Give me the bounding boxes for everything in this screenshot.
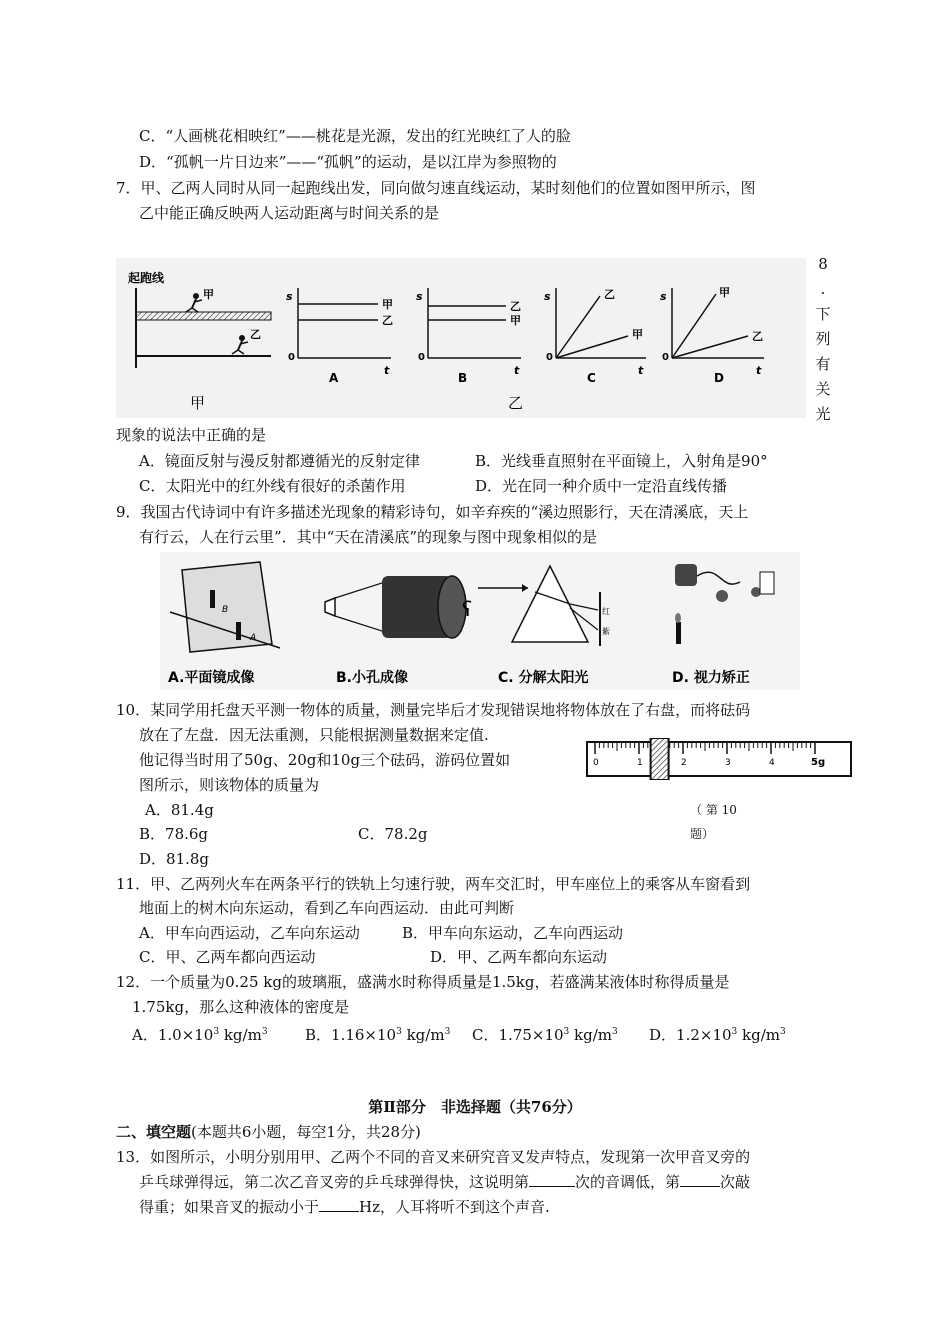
q13-stem-line3: 得重；如果音叉的振动小于 Hz，人耳将听不到这个声音. bbox=[139, 1198, 550, 1216]
q9-stem-line1: 9．我国古代诗词中有许多描述光现象的精彩诗句，如辛弃疾的“溪边照影行，天在清溪底，天上 bbox=[116, 503, 749, 521]
q12-stem-line2: 1.75kg，那么这种液体的密度是 bbox=[132, 998, 350, 1016]
q12-stem-line1: 12．一个质量为0.25 kg的玻璃瓶，盛满水时称得质量是1.5kg，若盛满某液体时称得质量是 bbox=[116, 973, 730, 991]
q11-stem-line1: 11．甲、乙两列火车在两条平行的铁轨上匀速行驶，两车交汇时，甲车座位上的乘客从车窗看到 bbox=[116, 875, 751, 893]
q9-caption-d: D. 视力矫正 bbox=[672, 670, 750, 686]
graph-letter: A bbox=[329, 371, 339, 385]
part2-title: 第Ⅱ部分 非选择题（共76分） bbox=[368, 1098, 582, 1116]
q6-option-c: C．“人画桃花相映红”——桃花是光源，发出的红光映红了人的脸 bbox=[139, 127, 571, 145]
q12-option-d: D．$1.2\times 10^3$ $kg/m^3$ bbox=[649, 1026, 786, 1044]
vision-correction-figure bbox=[675, 564, 774, 644]
prism-figure bbox=[478, 566, 610, 646]
origin: 0 bbox=[662, 352, 669, 363]
q7-track-label: 起跑线 bbox=[128, 271, 165, 285]
q10-fig-caption-2: 题） bbox=[690, 827, 715, 841]
q9-caption-c: C. 分解太阳光 bbox=[498, 670, 589, 686]
q7-track-figure bbox=[128, 270, 271, 368]
q10-stem-line4: 图所示，则该物体的质量为 bbox=[139, 776, 320, 794]
q12-option-c: C．$1.75\times 10^3$ $kg/m^3$ bbox=[472, 1026, 618, 1044]
q10-option-d: D．81.8g bbox=[139, 850, 210, 868]
q9-figure bbox=[160, 552, 800, 690]
label-bottom: 乙 bbox=[382, 314, 393, 327]
prism-purple-label: 紫 bbox=[602, 627, 610, 636]
rider bbox=[651, 738, 669, 780]
line-shallow bbox=[556, 336, 628, 358]
q8-option-d: D．光在同一种介质中一定沿直线传播 bbox=[475, 477, 728, 495]
svg-text:B: B bbox=[222, 605, 229, 615]
label-bottom: 甲 bbox=[510, 314, 521, 327]
scale-label-5: 5g bbox=[811, 757, 826, 768]
axis-s: s bbox=[416, 290, 423, 303]
q9-caption-b: B.小孔成像 bbox=[336, 670, 408, 686]
label-steep: 甲 bbox=[719, 286, 730, 299]
q8-char: 下 bbox=[815, 305, 831, 323]
q7-graph-c bbox=[544, 288, 646, 385]
label-shallow: 甲 bbox=[632, 328, 643, 341]
scale-label-3: 3 bbox=[725, 758, 731, 768]
origin: 0 bbox=[546, 352, 553, 363]
runner-yi-icon bbox=[232, 335, 248, 354]
pinhole-camera-figure bbox=[325, 576, 472, 638]
q11-option-b: B．甲车向东运动，乙车向西运动 bbox=[402, 924, 624, 942]
axis-t: t bbox=[384, 364, 390, 377]
q12-option-b: B．$1.16\times 10^3$ $kg/m^3$ bbox=[305, 1026, 451, 1044]
origin: 0 bbox=[288, 352, 295, 363]
graph-letter: C bbox=[587, 371, 596, 385]
axis-t: t bbox=[756, 364, 762, 377]
q8-char: 光 bbox=[815, 405, 831, 423]
svg-text:A: A bbox=[250, 633, 257, 643]
q11-option-c: C．甲、乙两车都向西运动 bbox=[139, 948, 316, 966]
plane-mirror-figure bbox=[170, 562, 280, 652]
axis-t: t bbox=[638, 364, 644, 377]
q7-stem-line2: 乙中能正确反映两人运动距离与时间关系的是 bbox=[139, 204, 440, 222]
q7-caption-yi: 乙 bbox=[508, 394, 524, 412]
scale-label-4: 4 bbox=[769, 758, 775, 768]
axis-s: s bbox=[660, 290, 667, 303]
q10-stem-line3: 他记得当时用了50g、20g和10g三个砝码，游码位置如 bbox=[139, 751, 511, 769]
q8-vertical-text bbox=[815, 252, 831, 427]
q13-blank-2[interactable] bbox=[680, 1172, 720, 1187]
q10-scale-svg bbox=[585, 738, 855, 780]
runner-jia-label: 甲 bbox=[203, 288, 214, 301]
q7-stem-line1: 7．甲、乙两人同时从同一起跑线出发，同向做匀速直线运动，某时刻他们的位置如图甲所示，图 bbox=[116, 179, 756, 197]
runner-jia-icon bbox=[186, 293, 202, 312]
graph-letter: B bbox=[458, 371, 468, 385]
q13-stem-line2: 乒乓球弹得远，第二次乙音叉旁的乒乓球弹得快，这说明第 次的音调低，第 次敲 bbox=[139, 1173, 751, 1191]
q8-char: 关 bbox=[815, 380, 831, 398]
q8-option-c: C．太阳光中的红外线有很好的杀菌作用 bbox=[139, 477, 406, 495]
q7-graph-b bbox=[416, 288, 521, 385]
q13-blank-3[interactable] bbox=[319, 1197, 359, 1212]
q10-stem-line2: 放在了左盘．因无法重测，只能根据测量数据来定值. bbox=[139, 726, 489, 744]
q7-caption-jia: 甲 bbox=[190, 394, 206, 412]
label-shallow: 乙 bbox=[752, 330, 763, 343]
q7-figure bbox=[116, 258, 806, 418]
section-2-heading: 二、填空题(本题共6小题，每空1分，共28分) bbox=[116, 1123, 421, 1141]
line-steep bbox=[556, 296, 600, 358]
q8-char: 8 bbox=[818, 255, 828, 273]
scale-label-0: 0 bbox=[593, 758, 599, 768]
label-top: 甲 bbox=[382, 298, 393, 311]
q10-option-c: C．78.2g bbox=[358, 825, 428, 843]
q8-char: 有 bbox=[815, 355, 831, 373]
q6-option-d: D．“孤帆一片日边来”——“孤帆”的运动，是以江岸为参照物的 bbox=[139, 153, 557, 171]
axis-t: t bbox=[514, 364, 520, 377]
q7-figure-svg bbox=[116, 258, 806, 418]
label-top: 乙 bbox=[510, 300, 521, 313]
q9-stem-line2: 有行云，人在行云里”．其中“天在清溪底”的现象与图中现象相似的是 bbox=[139, 528, 598, 546]
line-shallow bbox=[672, 336, 748, 358]
line-steep bbox=[672, 294, 716, 358]
q11-option-d: D．甲、乙两车都向东运动 bbox=[430, 948, 608, 966]
q8-char: . bbox=[820, 280, 826, 298]
axis-s: s bbox=[544, 290, 551, 303]
axis-s: s bbox=[286, 290, 293, 303]
q10-scale-figure bbox=[585, 738, 855, 780]
q13-stem-line1: 13．如图所示，小明分别用甲、乙两个不同的音叉来研究音叉发声特点，发现第一次甲音叉旁的 bbox=[116, 1148, 751, 1166]
q8-option-a: A．镜面反射与漫反射都遵循光的反射定律 bbox=[139, 452, 420, 470]
q9-caption-a: A.平面镜成像 bbox=[168, 670, 255, 686]
prism-red-label: 红 bbox=[602, 607, 610, 616]
track-lane-divider bbox=[136, 312, 271, 320]
runner-yi-label: 乙 bbox=[250, 328, 261, 341]
q10-option-a: A．81.4g bbox=[145, 801, 214, 819]
label-steep: 乙 bbox=[604, 288, 615, 301]
q10-stem-line1: 10．某同学用托盘天平测一物体的质量，测量完毕后才发现错误地将物体放在了右盘，而将砝码 bbox=[116, 701, 751, 719]
q9-figure-svg bbox=[160, 552, 800, 690]
origin: 0 bbox=[418, 352, 425, 363]
q11-stem-line2: 地面上的树木向东运动，看到乙车向西运动．由此可判断 bbox=[139, 899, 515, 917]
q11-option-a: A．甲车向西运动，乙车向东运动 bbox=[139, 924, 360, 942]
q10-fig-caption-1: （ 第 10 bbox=[690, 803, 737, 817]
q8-option-b: B．光线垂直照射在平面镜上，入射角是90° bbox=[475, 452, 768, 470]
q12-option-a: A．$1.0\times 10^3$ $kg/m^3$ bbox=[132, 1026, 268, 1044]
q8-stem-line2: 现象的说法中正确的是 bbox=[116, 426, 267, 444]
q7-graph-d bbox=[660, 286, 764, 385]
scale-label-1: 1 bbox=[637, 758, 643, 768]
q7-graph-a bbox=[286, 288, 393, 385]
scale-label-2: 2 bbox=[681, 758, 687, 768]
graph-letter: D bbox=[714, 371, 724, 385]
q10-option-b: B．78.6g bbox=[139, 825, 209, 843]
svg-text:ʕ: ʕ bbox=[462, 597, 473, 621]
q13-blank-1[interactable] bbox=[529, 1172, 575, 1187]
q8-char: 列 bbox=[815, 330, 831, 348]
